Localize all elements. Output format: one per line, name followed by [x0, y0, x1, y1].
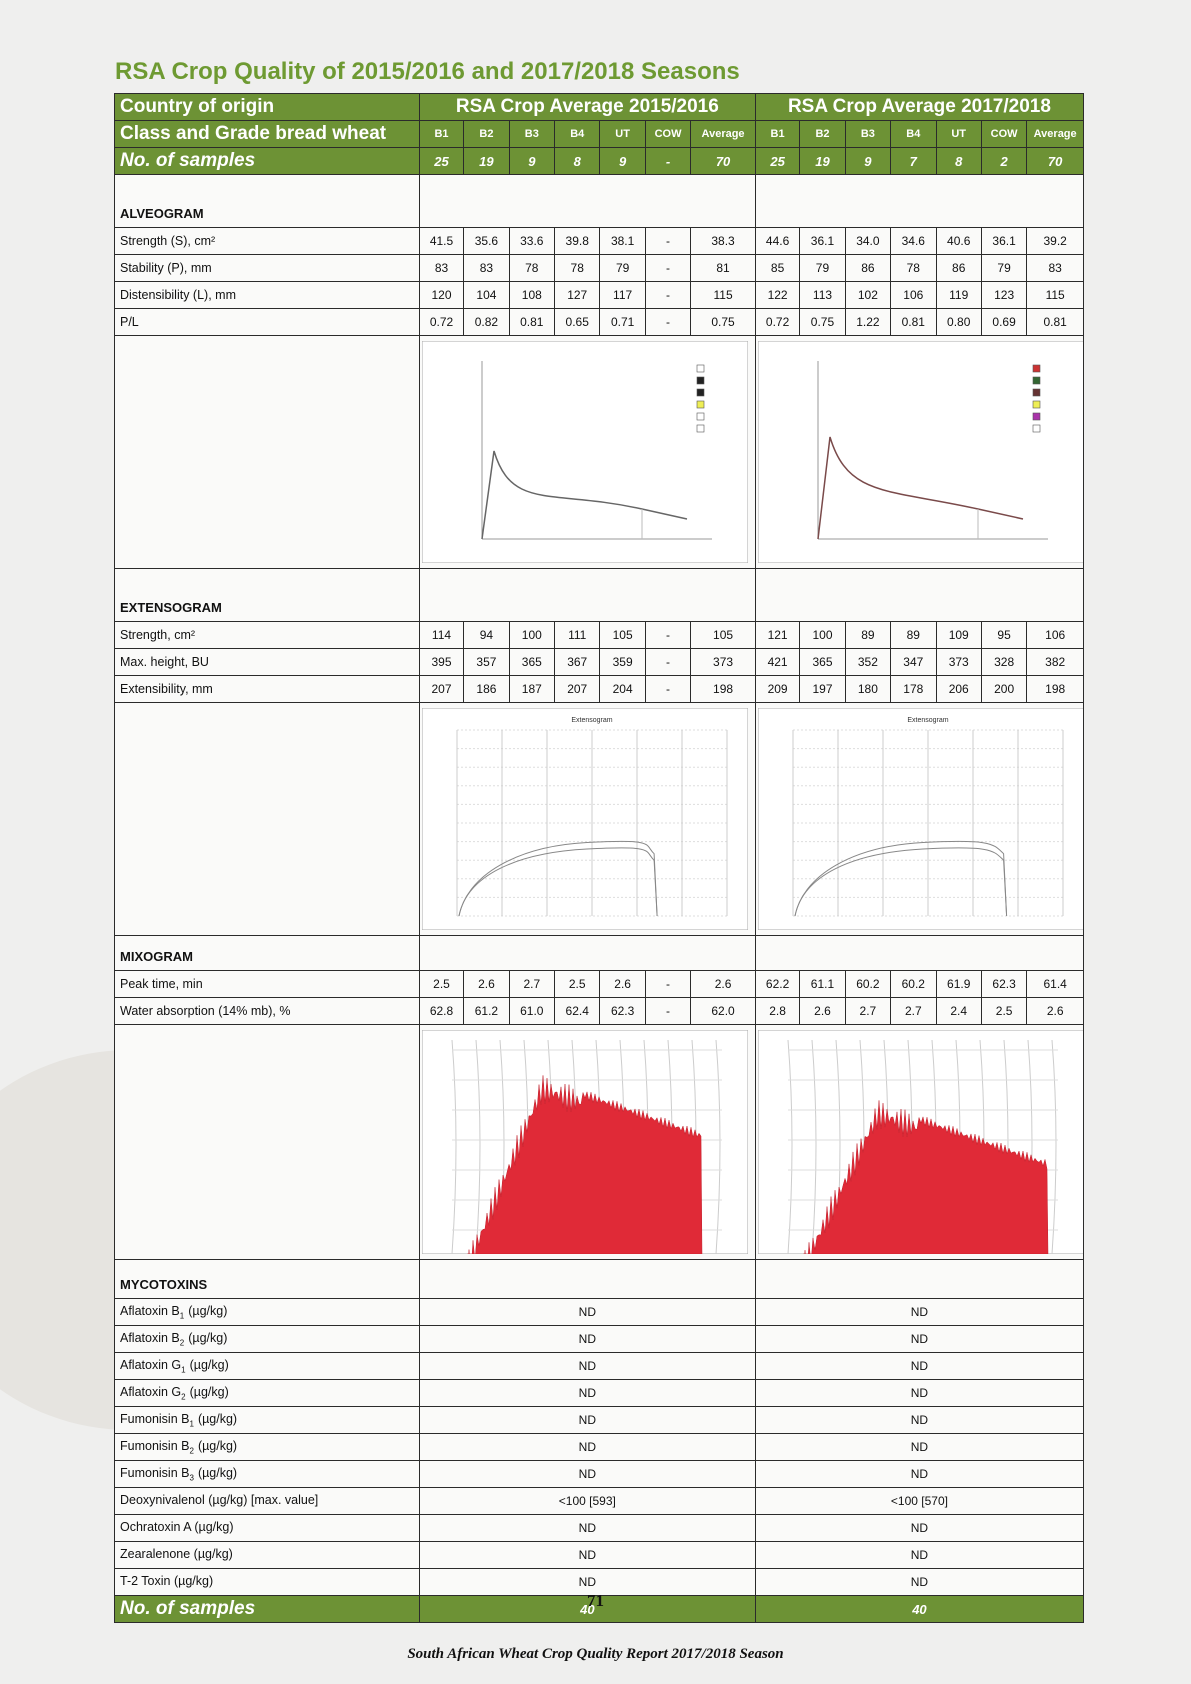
samples-count: 40 [419, 1596, 755, 1623]
value-cell: 60.2 [845, 971, 890, 998]
value-cell: 2.6 [691, 971, 756, 998]
alveogram-section-label: ALVEOGRAM [115, 175, 420, 228]
table-row [115, 1542, 1084, 1569]
class-header: B3 [845, 121, 890, 148]
value-cell: 85 [755, 255, 799, 282]
mycotoxin-name: Deoxynivalenol (µg/kg) [max. value] [120, 1492, 319, 1507]
samples-count: 70 [691, 148, 756, 175]
graph-cell [419, 336, 755, 569]
value-cell: 105 [691, 622, 756, 649]
value-cell: 0.75 [800, 309, 845, 336]
class-header: B4 [891, 121, 936, 148]
value-cell: - [645, 228, 690, 255]
value-cell: - [645, 676, 690, 703]
value-cell: 62.2 [755, 971, 799, 998]
value-cell: 0.82 [464, 309, 509, 336]
value-cell: 86 [845, 255, 890, 282]
table-row [115, 175, 1084, 228]
row-label: P/L [115, 309, 420, 336]
value-cell: 127 [555, 282, 600, 309]
mycotoxin-unit: (µg/kg) [188, 1303, 228, 1318]
samples-count: 8 [555, 148, 600, 175]
table-row [115, 676, 1084, 703]
value-cell: 83 [464, 255, 509, 282]
value-cell: 78 [555, 255, 600, 282]
value-cell: 121 [755, 622, 799, 649]
mycotoxin-name: Aflatoxin B [120, 1330, 180, 1345]
empty-cell [115, 336, 420, 569]
value-cell: 395 [419, 649, 463, 676]
mycotoxin-subscript: 3 [189, 1473, 194, 1483]
mycotoxin-name: Fumonisin B [120, 1465, 190, 1480]
table-row [115, 282, 1084, 309]
mycotoxin-value: ND [419, 1326, 755, 1353]
mycotoxin-subscript: 1 [181, 1365, 186, 1375]
class-header: B2 [800, 121, 845, 148]
value-cell: 0.81 [509, 309, 554, 336]
class-header: B2 [464, 121, 509, 148]
table-row [115, 936, 1084, 971]
mycotoxin-value: ND [419, 1299, 755, 1326]
value-cell: 2.5 [981, 998, 1026, 1025]
mycotoxin-label [115, 1326, 420, 1353]
value-cell: - [645, 309, 690, 336]
value-cell: 86 [936, 255, 981, 282]
mycotoxins-section-label: MYCOTOXINS [115, 1260, 420, 1299]
mycotoxin-label [115, 1515, 420, 1542]
mycotoxin-name: Fumonisin B [120, 1438, 190, 1453]
value-cell: 79 [600, 255, 645, 282]
value-cell: - [645, 255, 690, 282]
value-cell: 347 [891, 649, 936, 676]
value-cell: 79 [981, 255, 1026, 282]
mycotoxin-value: ND [755, 1461, 1083, 1488]
value-cell: 83 [1027, 255, 1084, 282]
value-cell: 2.7 [509, 971, 554, 998]
samples-count: 40 [755, 1596, 1083, 1623]
table-row [115, 1488, 1084, 1515]
mycotoxin-label [115, 1434, 420, 1461]
mycotoxin-value: ND [755, 1434, 1083, 1461]
table-row [115, 998, 1084, 1025]
mycotoxin-subscript: 2 [181, 1392, 186, 1402]
class-header: Average [691, 121, 756, 148]
mycotoxin-value: ND [755, 1407, 1083, 1434]
value-cell: 209 [755, 676, 799, 703]
value-cell: 100 [509, 622, 554, 649]
value-cell: 61.2 [464, 998, 509, 1025]
value-cell: 382 [1027, 649, 1084, 676]
class-header: B4 [555, 121, 600, 148]
table-row [115, 1434, 1084, 1461]
value-cell: - [645, 971, 690, 998]
value-cell: 2.7 [845, 998, 890, 1025]
mycotoxin-value: ND [755, 1353, 1083, 1380]
mycotoxin-subscript: 2 [189, 1446, 194, 1456]
value-cell: 373 [691, 649, 756, 676]
value-cell: 0.81 [891, 309, 936, 336]
table-row [115, 569, 1084, 622]
value-cell: 109 [936, 622, 981, 649]
value-cell: 359 [600, 649, 645, 676]
value-cell: 78 [891, 255, 936, 282]
value-cell: 2.4 [936, 998, 981, 1025]
value-cell: 79 [800, 255, 845, 282]
class-header: B1 [419, 121, 463, 148]
row-label: Max. height, BU [115, 649, 420, 676]
report-footer: South African Wheat Crop Quality Report 2017/2018 Season [407, 1646, 784, 1662]
value-cell: 61.1 [800, 971, 845, 998]
page-title: RSA Crop Quality of 2015/2016 and 2017/2018 Seasons [115, 58, 740, 85]
row-label: Strength, cm² [115, 622, 420, 649]
value-cell: 204 [600, 676, 645, 703]
mycotoxin-value: ND [755, 1299, 1083, 1326]
value-cell: 106 [1027, 622, 1084, 649]
value-cell: 36.1 [800, 228, 845, 255]
empty-cell [755, 175, 1083, 228]
table-row [115, 94, 1084, 121]
table-row [115, 1515, 1084, 1542]
value-cell: 89 [891, 622, 936, 649]
value-cell: 122 [755, 282, 799, 309]
alveogram-graph [422, 341, 748, 563]
value-cell: 61.4 [1027, 971, 1084, 998]
table-row [115, 622, 1084, 649]
value-cell: 2.6 [464, 971, 509, 998]
season-2017-2018-header: RSA Crop Average 2017/2018 [755, 94, 1083, 121]
value-cell: 39.8 [555, 228, 600, 255]
empty-cell [115, 1025, 420, 1260]
value-cell: 115 [691, 282, 756, 309]
row-label: Peak time, min [115, 971, 420, 998]
value-cell: 61.9 [936, 971, 981, 998]
value-cell: 41.5 [419, 228, 463, 255]
value-cell: 207 [555, 676, 600, 703]
class-grade-label: Class and Grade bread wheat [115, 121, 420, 148]
empty-cell [419, 175, 755, 228]
mycotoxin-value: ND [755, 1569, 1083, 1596]
value-cell: 62.8 [419, 998, 463, 1025]
row-label: Strength (S), cm² [115, 228, 420, 255]
class-header: COW [645, 121, 690, 148]
empty-cell [755, 936, 1083, 971]
value-cell: 0.80 [936, 309, 981, 336]
extensogram-graph [422, 708, 748, 930]
graph-cell [755, 1025, 1083, 1260]
mycotoxin-value: ND [755, 1380, 1083, 1407]
value-cell: 95 [981, 622, 1026, 649]
value-cell: 78 [509, 255, 554, 282]
value-cell: 0.72 [419, 309, 463, 336]
empty-cell [419, 1260, 755, 1299]
mycotoxin-unit: (µg/kg) [188, 1330, 228, 1345]
value-cell: 187 [509, 676, 554, 703]
value-cell: 34.0 [845, 228, 890, 255]
value-cell: 40.6 [936, 228, 981, 255]
value-cell: 117 [600, 282, 645, 309]
table-row [115, 649, 1084, 676]
mycotoxin-value: <100 [593] [419, 1488, 755, 1515]
value-cell: 186 [464, 676, 509, 703]
svg-text:Extensogram: Extensogram [571, 717, 613, 724]
empty-cell [755, 1260, 1083, 1299]
mycotoxin-value: <100 [570] [755, 1488, 1083, 1515]
mycotoxin-unit: (µg/kg) [189, 1384, 229, 1399]
value-cell: 328 [981, 649, 1026, 676]
value-cell: 0.71 [600, 309, 645, 336]
empty-cell [755, 569, 1083, 622]
empty-cell [419, 569, 755, 622]
value-cell: 365 [800, 649, 845, 676]
value-cell: - [645, 649, 690, 676]
value-cell: 60.2 [891, 971, 936, 998]
class-header: B1 [755, 121, 799, 148]
samples-count: 9 [509, 148, 554, 175]
table-row [115, 1407, 1084, 1434]
mixogram-graph [758, 1030, 1084, 1254]
mycotoxin-name: T-2 Toxin (µg/kg) [120, 1573, 214, 1588]
mycotoxin-subscript: 1 [179, 1311, 185, 1321]
mycotoxin-value: ND [419, 1353, 755, 1380]
samples-count: 25 [419, 148, 463, 175]
value-cell: 421 [755, 649, 799, 676]
value-cell: 108 [509, 282, 554, 309]
value-cell: 36.1 [981, 228, 1026, 255]
samples-label: No. of samples [115, 1596, 420, 1623]
table-row [115, 148, 1084, 175]
value-cell: 38.1 [600, 228, 645, 255]
mycotoxin-subscript: 2 [179, 1338, 185, 1348]
mycotoxin-unit: (µg/kg) [197, 1438, 238, 1453]
mycotoxin-unit: (µg/kg) [197, 1411, 238, 1426]
value-cell: 2.6 [600, 971, 645, 998]
mycotoxin-name: Fumonisin B [120, 1411, 190, 1426]
value-cell: 44.6 [755, 228, 799, 255]
mycotoxin-name: Aflatoxin G [120, 1357, 182, 1372]
mycotoxin-label [115, 1380, 420, 1407]
value-cell: 35.6 [464, 228, 509, 255]
class-header: B3 [509, 121, 554, 148]
table-row [115, 255, 1084, 282]
value-cell: 62.3 [981, 971, 1026, 998]
svg-text:Extensogram: Extensogram [907, 717, 949, 724]
value-cell: 2.8 [755, 998, 799, 1025]
table-row [115, 1299, 1084, 1326]
value-cell: 62.4 [555, 998, 600, 1025]
mycotoxin-subscript: 1 [189, 1419, 194, 1429]
row-label: Distensibility (L), mm [115, 282, 420, 309]
table-row [115, 336, 1084, 569]
country-of-origin-label: Country of origin [115, 94, 420, 121]
graph-cell [755, 703, 1083, 936]
table-row [115, 971, 1084, 998]
value-cell: 94 [464, 622, 509, 649]
value-cell: 115 [1027, 282, 1084, 309]
value-cell: 114 [419, 622, 463, 649]
table-row [115, 228, 1084, 255]
samples-count: - [645, 148, 690, 175]
value-cell: 123 [981, 282, 1026, 309]
value-cell: 39.2 [1027, 228, 1084, 255]
value-cell: 106 [891, 282, 936, 309]
value-cell: 1.22 [845, 309, 890, 336]
value-cell: 105 [600, 622, 645, 649]
table-row [115, 1380, 1084, 1407]
value-cell: 357 [464, 649, 509, 676]
alveogram-graph [758, 341, 1084, 563]
season-2015-2016-header: RSA Crop Average 2015/2016 [419, 94, 755, 121]
page-number: 71 [587, 1591, 604, 1610]
mycotoxin-label [115, 1542, 420, 1569]
value-cell: 2.6 [1027, 998, 1084, 1025]
graph-cell [419, 1025, 755, 1260]
value-cell: 2.5 [555, 971, 600, 998]
value-cell: 2.7 [891, 998, 936, 1025]
value-cell: 62.0 [691, 998, 756, 1025]
value-cell: 111 [555, 622, 600, 649]
value-cell: 2.6 [800, 998, 845, 1025]
mycotoxin-label [115, 1461, 420, 1488]
value-cell: 373 [936, 649, 981, 676]
table-row [115, 1025, 1084, 1260]
value-cell: 200 [981, 676, 1026, 703]
table-row [115, 121, 1084, 148]
value-cell: 120 [419, 282, 463, 309]
value-cell: 38.3 [691, 228, 756, 255]
value-cell: 206 [936, 676, 981, 703]
value-cell: 197 [800, 676, 845, 703]
mixogram-graph [422, 1030, 748, 1254]
extensogram-graph [758, 708, 1084, 930]
mycotoxin-name: Ochratoxin A (µg/kg) [120, 1519, 234, 1534]
value-cell: 119 [936, 282, 981, 309]
samples-count: 25 [755, 148, 799, 175]
table-row [115, 1326, 1084, 1353]
value-cell: 0.81 [1027, 309, 1084, 336]
row-label: Water absorption (14% mb), % [115, 998, 420, 1025]
value-cell: 81 [691, 255, 756, 282]
value-cell: 102 [845, 282, 890, 309]
samples-count: 2 [981, 148, 1026, 175]
mycotoxin-name: Aflatoxin G [120, 1384, 182, 1399]
value-cell: 180 [845, 676, 890, 703]
class-header: Average [1027, 121, 1084, 148]
value-cell: 33.6 [509, 228, 554, 255]
value-cell: 34.6 [891, 228, 936, 255]
value-cell: 178 [891, 676, 936, 703]
samples-count: 19 [800, 148, 845, 175]
samples-count: 70 [1027, 148, 1084, 175]
value-cell: - [645, 622, 690, 649]
value-cell: 367 [555, 649, 600, 676]
value-cell: 0.72 [755, 309, 799, 336]
mycotoxin-label [115, 1407, 420, 1434]
value-cell: 0.65 [555, 309, 600, 336]
value-cell: 365 [509, 649, 554, 676]
empty-cell [115, 703, 420, 936]
mycotoxin-value: ND [419, 1569, 755, 1596]
value-cell: 352 [845, 649, 890, 676]
mycotoxin-name: Aflatoxin B [120, 1303, 180, 1318]
class-header: UT [600, 121, 645, 148]
mycotoxin-value: ND [419, 1407, 755, 1434]
table-row [115, 1260, 1084, 1299]
value-cell: 0.75 [691, 309, 756, 336]
mycotoxin-value: ND [755, 1542, 1083, 1569]
samples-count: 7 [891, 148, 936, 175]
value-cell: 2.5 [419, 971, 463, 998]
mycotoxin-value: ND [419, 1461, 755, 1488]
mycotoxin-value: ND [419, 1380, 755, 1407]
mycotoxin-name: Zearalenone (µg/kg) [120, 1546, 233, 1561]
mycotoxin-label [115, 1353, 420, 1380]
mycotoxin-label [115, 1488, 420, 1515]
value-cell: 0.69 [981, 309, 1026, 336]
value-cell: 207 [419, 676, 463, 703]
samples-count: 9 [600, 148, 645, 175]
row-label: Stability (P), mm [115, 255, 420, 282]
value-cell: 100 [800, 622, 845, 649]
empty-cell [419, 936, 755, 971]
class-header: UT [936, 121, 981, 148]
samples-count: 9 [845, 148, 890, 175]
samples-count: 8 [936, 148, 981, 175]
mycotoxin-value: ND [419, 1515, 755, 1542]
value-cell: - [645, 998, 690, 1025]
graph-cell [755, 336, 1083, 569]
extensogram-section-label: EXTENSOGRAM [115, 569, 420, 622]
mycotoxin-unit: (µg/kg) [197, 1465, 238, 1480]
samples-count: 19 [464, 148, 509, 175]
mycotoxin-value: ND [419, 1434, 755, 1461]
mixogram-section-label: MIXOGRAM [115, 936, 420, 971]
mycotoxin-value: ND [419, 1542, 755, 1569]
crop-quality-table [114, 93, 1084, 1623]
row-label: Extensibility, mm [115, 676, 420, 703]
value-cell: 198 [1027, 676, 1084, 703]
table-row [115, 703, 1084, 936]
value-cell: 113 [800, 282, 845, 309]
value-cell: 83 [419, 255, 463, 282]
table-row [115, 1353, 1084, 1380]
value-cell: 61.0 [509, 998, 554, 1025]
value-cell: - [645, 282, 690, 309]
mycotoxin-value: ND [755, 1326, 1083, 1353]
mycotoxin-label [115, 1299, 420, 1326]
graph-cell [419, 703, 755, 936]
value-cell: 62.3 [600, 998, 645, 1025]
table-row [115, 309, 1084, 336]
mycotoxin-unit: (µg/kg) [189, 1357, 229, 1372]
value-cell: 89 [845, 622, 890, 649]
class-header: COW [981, 121, 1026, 148]
samples-label: No. of samples [115, 148, 420, 175]
mycotoxin-value: ND [755, 1515, 1083, 1542]
value-cell: 104 [464, 282, 509, 309]
table-row [115, 1461, 1084, 1488]
value-cell: 198 [691, 676, 756, 703]
